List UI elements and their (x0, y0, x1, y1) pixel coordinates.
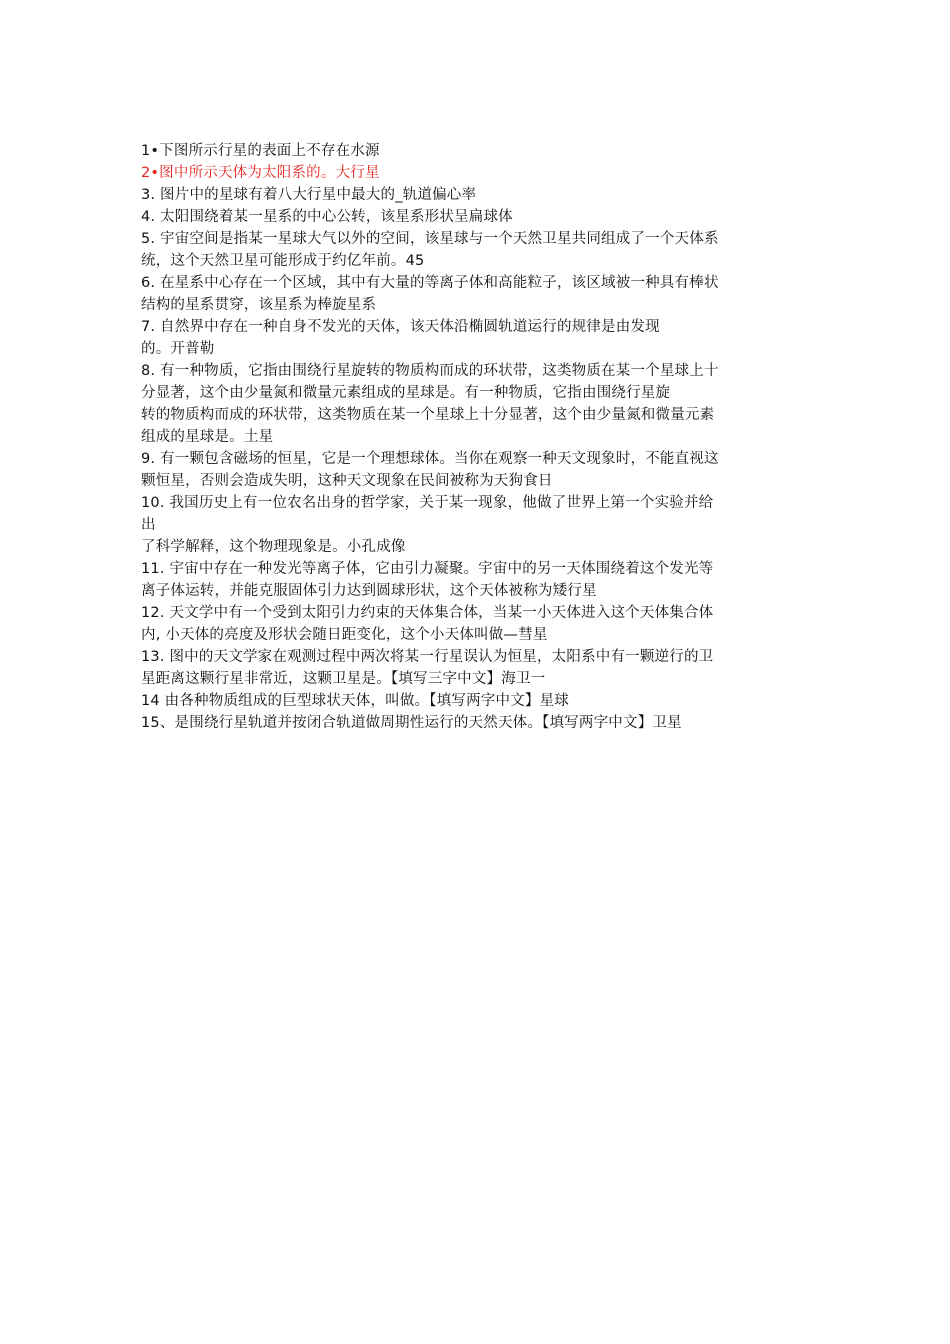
document-line: 6. 在星系中心存在一个区域，其中有大量的等离子体和高能粒子，该区域被一种具有棒状 (141, 275, 719, 291)
document-line: 13. 图中的天文学家在观测过程中两次将某一行星误认为恒星，太阳系中有一颗逆行的卫 (141, 649, 714, 665)
document-line: 1•下图所示行星的表面上不存在水源 (141, 143, 380, 159)
document-line: 统，这个天然卫星可能形成于约亿年前。45 (141, 253, 425, 269)
document-line: 组成的星球是。土星 (141, 429, 274, 445)
document-line: 星距离这颗行星非常近，这颗卫星是。【填写三字中文】海卫一 (141, 671, 546, 687)
document-line: 10. 我国历史上有一位农名出身的哲学家，关于某一现象，他做了世界上第一个实验并给 (141, 495, 714, 511)
document-line: 7. 自然界中存在一种自身不发光的天体，该天体沿椭圆轨道运行的规律是由发现 (141, 319, 660, 335)
document-line: 12. 天文学中有一个受到太阳引力约束的天体集合体，当某一小天体进入这个天体集合体 (141, 605, 714, 621)
document-line: 离子体运转，并能克服固体引力达到圆球形状，这个天体被称为矮行星 (141, 583, 597, 599)
document-line: 9. 有一颗包含磁场的恒星，它是一个理想球体。当你在观察一种天文现象时，不能直视这 (141, 451, 719, 467)
document-body (141, 140, 826, 734)
document-line: 的。开普勒 (141, 341, 215, 357)
document-line: 8. 有一种物质，它指由围绕行星旋转的物质构而成的环状带，这类物质在某一个星球上十 (141, 363, 719, 379)
document-line: 5. 宇宙空间是指某一星球大气以外的空间，该星球与一个天然卫星共同组成了一个天体系 (141, 231, 719, 247)
document-line: 了科学解释，这个物理现象是。小孔成像 (141, 539, 406, 555)
document-line: 15、是围绕行星轨道并按闭合轨道做周期性运行的天然天体。【填写两字中文】卫星 (141, 715, 682, 731)
document-line: 出 (141, 517, 156, 533)
document-line: 颗恒星，否则会造成失明，这种天文现象在民间被称为天狗食日 (141, 473, 553, 489)
document-line: 14 由各种物质组成的巨型球状天体，叫做。【填写两字中文】星球 (141, 693, 570, 709)
document-line: 4. 太阳围绕着某一星系的中心公转，该星系形状呈扁球体 (141, 209, 513, 225)
document-line: 分显著，这个由少量氮和微量元素组成的星球是。有一种物质，它指由围绕行星旋 (141, 385, 671, 401)
document-line: 内, 小天体的亮度及形状会随日距变化，这个小天体叫做—彗星 (141, 627, 548, 643)
document-line: 3. 图片中的星球有着八大行星中最大的_轨道偏心率 (141, 187, 477, 203)
document-line: 转的物质构而成的环状带，这类物质在某一个星球上十分显著，这个由少量氮和微量元素 (141, 407, 715, 423)
document-line: 结构的星系贯穿，该星系为棒旋星系 (141, 297, 377, 313)
document-line: 11. 宇宙中存在一种发光等离子体，它由引力凝聚。宇宙中的另一天体围绕着这个发光等 (141, 561, 714, 577)
document-line: 2•图中所示天体为太阳系的。大行星 (141, 165, 380, 181)
